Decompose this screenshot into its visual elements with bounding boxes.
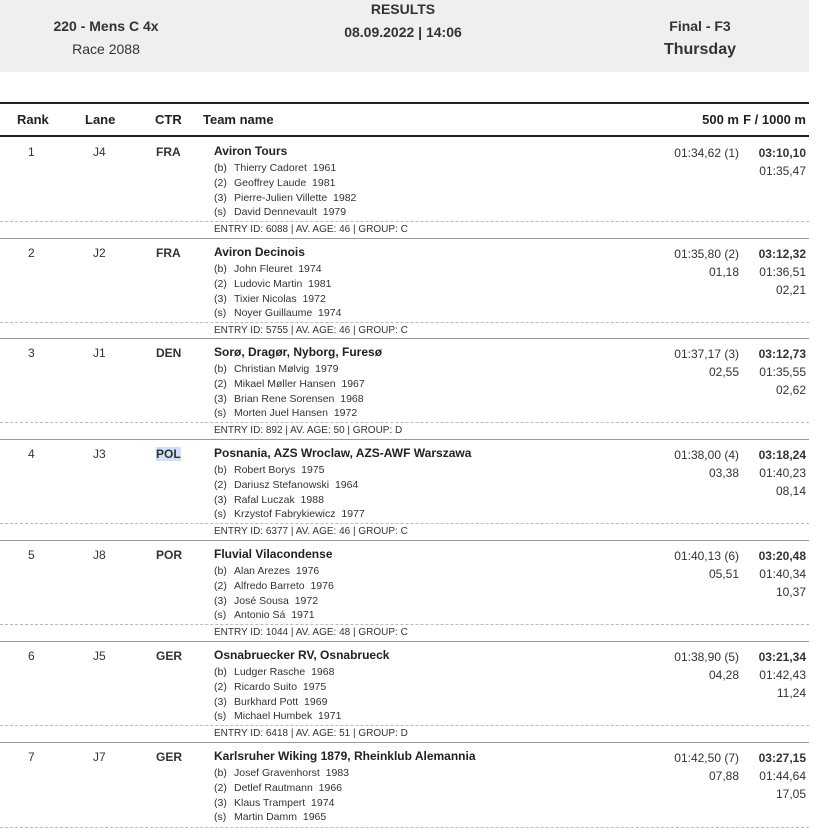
- crew-name: Ludger Rasche: [234, 666, 306, 678]
- final-diff: 17,05: [775, 787, 806, 801]
- split-1000m: 01:40,34: [759, 567, 806, 581]
- crew-year: 1972: [302, 292, 326, 305]
- crew-year: 1981: [308, 277, 332, 290]
- crew-member: [214, 362, 365, 377]
- crew-year: 1982: [333, 191, 357, 204]
- final-time: 03:10,10: [758, 146, 806, 160]
- crew-name: Christian Mølvig: [234, 363, 310, 375]
- crew-seat: (s): [214, 710, 227, 723]
- crew-member: [214, 262, 341, 277]
- crew-seat: (3): [214, 392, 227, 405]
- split-1000m: 01:36,51: [759, 265, 806, 279]
- crew-year: 1968: [311, 666, 335, 678]
- final-time: 03:21,34: [758, 650, 806, 664]
- crew-year: 1979: [315, 363, 339, 375]
- crew-year: 1971: [291, 609, 315, 622]
- crew-seat: (3): [214, 493, 227, 506]
- crew-seat: (3): [214, 594, 227, 607]
- rank-value: 4: [28, 447, 35, 461]
- crew-member: [214, 161, 356, 176]
- crew-name: Brian Rene Sorensen: [234, 392, 335, 405]
- crew-seat: (2): [214, 680, 227, 693]
- final-diff: 10,37: [775, 585, 806, 599]
- entry-divider: [0, 322, 809, 323]
- lane-value: J4: [93, 145, 106, 159]
- col-lane: Lane: [85, 112, 116, 127]
- rank-value: 6: [28, 649, 35, 663]
- crew-name: Alfredo Barreto: [234, 579, 305, 592]
- crew-year: 1979: [322, 206, 347, 219]
- diff-500m: 04,28: [708, 668, 739, 682]
- diff-500m: 01,18: [708, 265, 739, 279]
- crew-name: Martin Damm: [234, 811, 298, 824]
- entry-info: ENTRY ID: 6088 | AV. AGE: 46 | GROUP: C: [214, 224, 408, 235]
- time-500m: [674, 547, 739, 583]
- rank-value: 1: [28, 145, 35, 159]
- crew-name: Burkhard Pott: [234, 695, 299, 708]
- crew-name: Robert Borys: [234, 464, 296, 476]
- crew-seat: (b): [214, 666, 227, 678]
- crew-seat: (2): [214, 176, 227, 189]
- crew-year: 1977: [341, 508, 365, 521]
- rank-value: 3: [28, 346, 35, 360]
- final-diff: 02,62: [775, 383, 806, 397]
- time-500m: [674, 749, 739, 785]
- crew-member: [214, 810, 349, 825]
- crew-year: 1967: [341, 377, 365, 390]
- crew-name: Alan Arezes: [234, 565, 291, 577]
- crew-member: [214, 695, 341, 710]
- crew-member: [214, 205, 356, 220]
- crew-member: [214, 292, 341, 307]
- crew-seat: (2): [214, 478, 227, 491]
- split-1000m: 01:40,23: [759, 466, 806, 480]
- final-diff: 02,21: [775, 283, 806, 297]
- diff-500m: 07,88: [708, 769, 739, 783]
- entry-info: ENTRY ID: 6377 | AV. AGE: 46 | GROUP: C: [214, 526, 408, 537]
- crew-member: [214, 176, 356, 191]
- crew-list: [214, 262, 341, 321]
- split-1000m: 01:44,64: [759, 769, 806, 783]
- time-500m: [674, 144, 739, 162]
- table-header: [0, 104, 809, 137]
- split-500m: 01:35,80 (2): [674, 247, 739, 261]
- diff-500m: 05,51: [708, 567, 739, 581]
- crew-member: [214, 709, 341, 724]
- entry-info: ENTRY ID: 1044 | AV. AGE: 48 | GROUP: C: [214, 627, 408, 638]
- crew-name: Morten Juel Hansen: [234, 407, 328, 420]
- crew-seat: (2): [214, 277, 227, 290]
- team-name: Aviron Tours: [214, 144, 288, 158]
- crew-seat: (s): [214, 609, 227, 622]
- time-final: [759, 547, 806, 601]
- crew-name: José Sousa: [234, 594, 289, 607]
- diff-500m: 02,55: [708, 365, 739, 379]
- final-label: Final - F3: [669, 18, 731, 34]
- table-row: [0, 137, 809, 239]
- time-final: [759, 144, 806, 180]
- results-title: RESULTS: [370, 1, 436, 17]
- col-rank: Rank: [17, 112, 49, 127]
- col-1000m: F / 1000 m: [743, 112, 806, 127]
- crew-year: 1988: [300, 493, 324, 506]
- crew-list: [214, 564, 334, 623]
- entry-divider: [0, 624, 809, 625]
- event-block: [40, 18, 172, 58]
- crew-name: Geoffrey Laude: [234, 176, 307, 189]
- crew-seat: (b): [214, 767, 227, 779]
- split-1000m: 01:42,43: [759, 668, 806, 682]
- crew-member: [214, 406, 365, 421]
- crew-member: [214, 564, 334, 579]
- crew-name: Josef Gravenhorst: [234, 767, 320, 779]
- col-ctr: CTR: [155, 112, 182, 127]
- crew-list: [214, 161, 356, 220]
- rank-value: 5: [28, 548, 35, 562]
- split-500m: 01:38,90 (5): [674, 650, 739, 664]
- results-block: [318, 1, 488, 41]
- crew-member: [214, 594, 334, 609]
- final-time: 03:20,48: [758, 549, 806, 563]
- crew-name: Detlef Rautmann: [234, 781, 313, 794]
- crew-year: 1966: [318, 781, 342, 794]
- crew-member: [214, 579, 334, 594]
- crew-year: 1972: [333, 407, 358, 420]
- crew-member: [214, 665, 341, 680]
- team-name: Sorø, Dragør, Nyborg, Furesø: [214, 345, 383, 359]
- crew-name: Antonio Sá: [234, 609, 286, 622]
- entry-divider: [0, 422, 809, 423]
- crew-year: 1976: [310, 579, 334, 592]
- entry-divider: [0, 523, 809, 524]
- split-500m: 01:34,62 (1): [674, 146, 739, 160]
- final-time: 03:12,73: [758, 347, 806, 361]
- crew-name: David Dennevault: [234, 206, 317, 219]
- crew-name: Michael Humbek: [234, 710, 313, 723]
- crew-name: Klaus Trampert: [234, 796, 306, 809]
- crew-seat: (3): [214, 292, 227, 305]
- entry-info: ENTRY ID: 892 | AV. AGE: 50 | GROUP: D: [214, 425, 403, 436]
- crew-seat: (b): [214, 565, 227, 577]
- lane-value: J3: [93, 447, 106, 461]
- team-name: Aviron Decinois: [214, 245, 305, 259]
- final-time: 03:18,24: [758, 448, 806, 462]
- crew-member: [214, 377, 365, 392]
- diff-500m: 03,38: [708, 466, 739, 480]
- crew-name: Rafal Luczak: [234, 493, 295, 506]
- crew-year: 1961: [312, 162, 337, 174]
- time-500m: [674, 446, 739, 482]
- lane-value: J2: [93, 246, 106, 260]
- crew-year: 1969: [304, 695, 328, 708]
- crew-name: Thierry Cadoret: [234, 162, 307, 174]
- crew-seat: (2): [214, 377, 227, 390]
- crew-seat: (b): [214, 464, 227, 476]
- crew-seat: (s): [214, 811, 227, 824]
- crew-name: Ricardo Suito: [234, 680, 298, 693]
- split-500m: 01:40,13 (6): [674, 549, 739, 563]
- crew-year: 1974: [318, 307, 342, 320]
- crew-year: 1983: [325, 767, 349, 779]
- rank-value: 7: [28, 750, 35, 764]
- race-number: Race 2088: [72, 41, 140, 57]
- table-row: [0, 439, 809, 541]
- crew-member: [214, 463, 365, 478]
- crew-seat: (s): [214, 206, 227, 219]
- crew-year: 1971: [318, 710, 342, 723]
- crew-name: Pierre-Julien Villette: [234, 191, 328, 204]
- country-code: DEN: [156, 346, 182, 360]
- entry-divider: [0, 725, 809, 726]
- race-datetime: 08.09.2022 | 14:06: [344, 24, 462, 40]
- crew-seat: (s): [214, 407, 227, 420]
- crew-member: [214, 680, 341, 695]
- time-final: [759, 245, 806, 299]
- crew-year: 1968: [340, 392, 364, 405]
- crew-seat: (2): [214, 579, 227, 592]
- entry-divider: [0, 221, 809, 222]
- crew-year: 1974: [311, 796, 335, 809]
- lane-value: J8: [93, 548, 106, 562]
- crew-member: [214, 191, 356, 206]
- crew-name: Noyer Guillaume: [234, 307, 313, 320]
- time-500m: [674, 648, 739, 684]
- crew-name: Mikael Møller Hansen: [234, 377, 336, 390]
- final-time: 03:27,15: [758, 751, 806, 765]
- lane-value: J1: [93, 346, 106, 360]
- team-name: Osnabruecker RV, Osnabrueck: [214, 648, 390, 662]
- crew-seat: (s): [214, 508, 227, 521]
- crew-list: [214, 665, 341, 724]
- crew-year: 1964: [334, 478, 359, 491]
- crew-member: [214, 392, 365, 407]
- country-code: POR: [156, 548, 183, 562]
- table-row: [0, 338, 809, 440]
- final-diff: 11,24: [776, 686, 806, 700]
- crew-name: Krzystof Fabrykiewicz: [234, 508, 336, 521]
- table-row: [0, 238, 809, 339]
- entry-info: ENTRY ID: 6418 | AV. AGE: 51 | GROUP: D: [214, 728, 408, 739]
- final-diff: 08,14: [775, 484, 806, 498]
- crew-year: 1981: [312, 176, 336, 189]
- crew-name: Ludovic Martin: [234, 277, 303, 290]
- crew-seat: (2): [214, 781, 227, 794]
- crew-member: [214, 608, 334, 623]
- crew-seat: (3): [214, 191, 227, 204]
- crew-name: Dariusz Stefanowski: [234, 478, 330, 491]
- time-final: [759, 648, 806, 702]
- country-code: FRA: [156, 145, 181, 159]
- time-final: [759, 345, 806, 399]
- event-name: 220 - Mens C 4x: [53, 18, 159, 34]
- crew-seat: (s): [214, 307, 227, 320]
- crew-member: [214, 796, 349, 811]
- crew-year: 1975: [302, 680, 327, 693]
- crew-year: 1975: [301, 464, 325, 476]
- crew-member: [214, 493, 365, 508]
- crew-year: 1972: [294, 594, 319, 607]
- team-name: Karlsruher Wiking 1879, Rheinklub Alemannia: [214, 749, 476, 763]
- country-code: POL: [156, 447, 181, 461]
- team-name: Fluvial Vilacondense: [214, 547, 333, 561]
- crew-list: [214, 362, 365, 421]
- crew-member: [214, 478, 365, 493]
- crew-year: 1976: [295, 565, 320, 577]
- crew-name: John Fleuret: [234, 263, 293, 275]
- split-1000m: 01:35,55: [759, 365, 806, 379]
- col-500m: 500 m: [702, 112, 739, 127]
- results-header: [0, 0, 809, 72]
- time-final: [759, 749, 806, 803]
- time-500m: [674, 345, 739, 381]
- crew-member: [214, 277, 341, 292]
- country-code: GER: [156, 750, 183, 764]
- team-name: Posnania, AZS Wroclaw, AZS-AWF Warszawa: [214, 446, 472, 460]
- country-code: FRA: [156, 246, 181, 260]
- final-time: 03:12,32: [758, 247, 806, 261]
- table-row: [0, 641, 809, 743]
- lane-value: J7: [93, 750, 106, 764]
- race-day: Thursday: [663, 41, 736, 58]
- country-code: GER: [156, 649, 183, 663]
- crew-member: [214, 781, 349, 796]
- entry-info: ENTRY ID: 5755 | AV. AGE: 46 | GROUP: C: [214, 325, 408, 336]
- crew-member: [214, 306, 341, 321]
- time-500m: [674, 245, 739, 281]
- crew-seat: (b): [214, 162, 227, 174]
- crew-year: 1974: [298, 263, 322, 275]
- crew-member: [214, 507, 365, 522]
- lane-value: J5: [93, 649, 106, 663]
- crew-seat: (b): [214, 263, 227, 275]
- crew-name: Tixier Nicolas: [234, 292, 297, 305]
- split-500m: 01:37,17 (3): [674, 347, 739, 361]
- final-block: [650, 18, 750, 59]
- table-row: [0, 742, 809, 828]
- table-row: [0, 540, 809, 642]
- crew-year: 1965: [302, 811, 327, 824]
- crew-list: [214, 463, 365, 522]
- split-500m: 01:42,50 (7): [674, 751, 739, 765]
- crew-seat: (3): [214, 796, 227, 809]
- crew-member: [214, 766, 349, 781]
- split-1000m: 01:35,47: [759, 164, 806, 178]
- time-final: [759, 446, 806, 500]
- col-team: Team name: [203, 112, 274, 127]
- crew-list: [214, 766, 349, 825]
- rank-value: 2: [28, 246, 35, 260]
- crew-seat: (b): [214, 363, 227, 375]
- crew-seat: (3): [214, 695, 227, 708]
- split-500m: 01:38,00 (4): [674, 448, 739, 462]
